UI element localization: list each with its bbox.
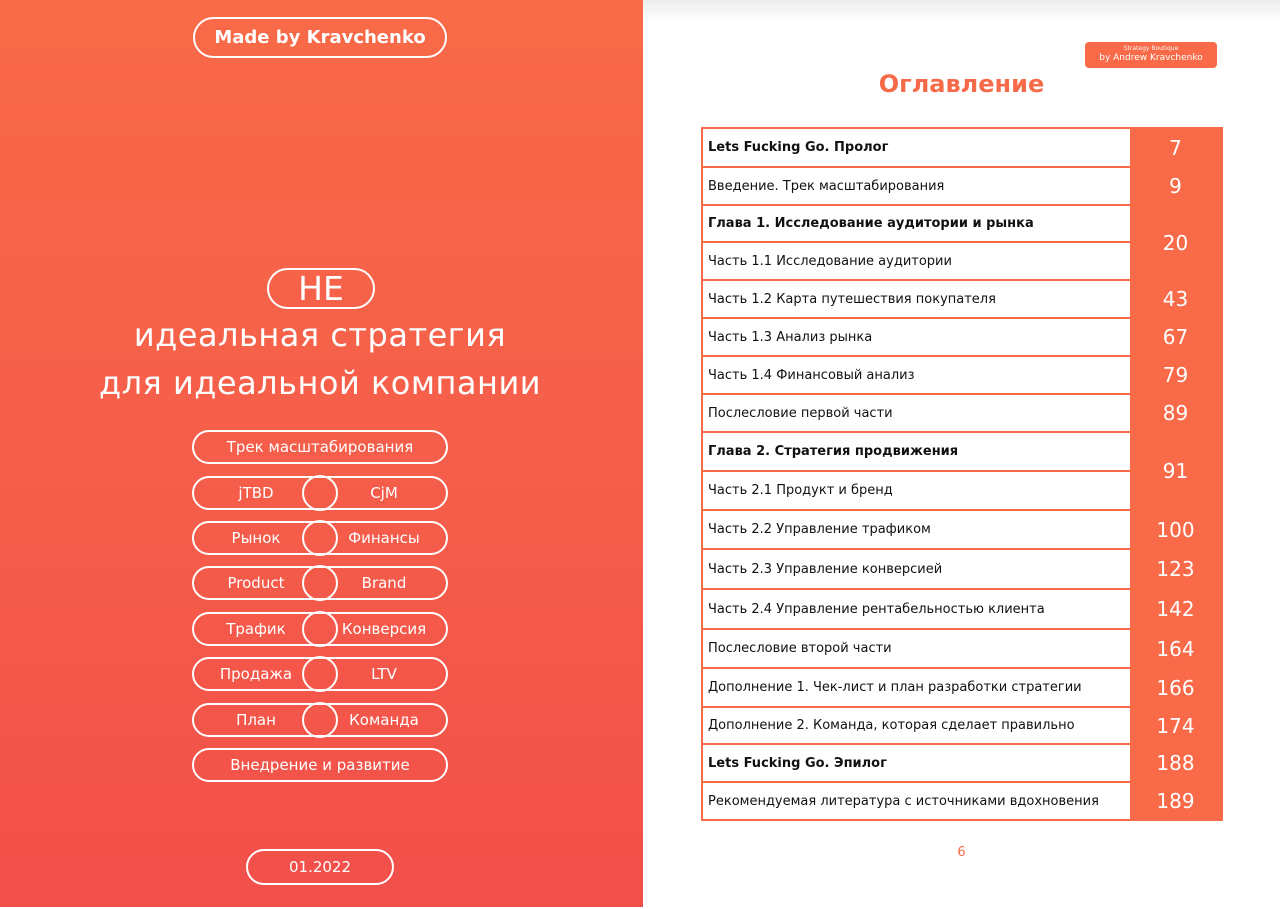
- track-pill-right: Конверсия: [341, 620, 427, 638]
- table-row: [702, 744, 1222, 782]
- track-pill-left: jTBD: [238, 484, 274, 502]
- table-row: [702, 629, 1222, 668]
- table-row: [702, 668, 1222, 707]
- track-pill-right: Brand: [361, 574, 407, 592]
- table-row: [702, 782, 1222, 820]
- toc-entry: Часть 1.1 Исследование аудитории: [702, 242, 1130, 280]
- toc-page: 189: [1130, 782, 1222, 820]
- ne-pill: НЕ: [267, 268, 375, 309]
- badge-title: by Andrew Kravchenko: [1099, 53, 1203, 63]
- track-pill-right: Команда: [349, 711, 419, 729]
- table-row: [702, 707, 1222, 744]
- date-pill: 01.2022: [246, 849, 394, 885]
- toc-entry: Глава 2. Стратегия продвижения: [702, 432, 1130, 471]
- toc-page: 166: [1130, 668, 1222, 707]
- track-pill-top: Трек масштабирования: [192, 430, 448, 464]
- table-row: [702, 394, 1222, 432]
- toc-page: 43: [1130, 280, 1222, 318]
- page-number: 6: [957, 845, 966, 860]
- track-pill-left: Продажа: [219, 665, 293, 683]
- brand-badge: [1085, 42, 1217, 68]
- table-row: [702, 432, 1222, 471]
- table-row: [702, 589, 1222, 629]
- track-pill-pair: [192, 521, 448, 555]
- toc-entry: Часть 2.2 Управление трафиком: [702, 510, 1130, 549]
- contents-table: [701, 127, 1223, 821]
- page-shadow: [643, 0, 1280, 22]
- cover-title-line-2: для идеальной компании: [98, 364, 542, 402]
- toc-page: 164: [1130, 629, 1222, 668]
- toc-page: 89: [1130, 394, 1222, 432]
- track-pill-pair: [192, 703, 448, 737]
- toc-page: 20: [1130, 205, 1222, 280]
- track-pill-pair: [192, 657, 448, 691]
- toc-entry: Рекомендуемая литература с источниками вдохновения: [702, 782, 1130, 820]
- toc-entry: Часть 1.4 Финансовый анализ: [702, 356, 1130, 394]
- toc-page: 174: [1130, 707, 1222, 744]
- track-pill-pair: [192, 612, 448, 646]
- toc-page: 67: [1130, 318, 1222, 356]
- toc-entry: Послесловие второй части: [702, 629, 1130, 668]
- track-pill-right: Финансы: [348, 529, 420, 547]
- toc-entry: Часть 1.2 Карта путешествия покупателя: [702, 280, 1130, 318]
- toc-entry: Lets Fucking Go. Пролог: [702, 128, 1130, 167]
- table-row: [702, 549, 1222, 589]
- table-row: [702, 128, 1222, 167]
- toc-page: 188: [1130, 744, 1222, 782]
- toc-page: 7: [1130, 128, 1222, 167]
- contents-title: Оглавление: [878, 70, 1045, 98]
- table-row: [702, 280, 1222, 318]
- table-row: [702, 356, 1222, 394]
- track-pill-right: CjM: [370, 484, 398, 502]
- track-pill-left: Рынок: [231, 529, 281, 547]
- cover-title-line-1: идеальная стратегия: [133, 316, 507, 354]
- toc-entry: Дополнение 1. Чек-лист и план разработки стратегии: [702, 668, 1130, 707]
- track-pill-pair: [192, 566, 448, 600]
- track-pill-left: Трафик: [226, 620, 286, 638]
- toc-page: 100: [1130, 510, 1222, 549]
- toc-page: 79: [1130, 356, 1222, 394]
- toc-page: 91: [1130, 432, 1222, 510]
- toc-entry: Часть 2.1 Продукт и бренд: [702, 471, 1130, 510]
- toc-entry: Часть 2.3 Управление конверсией: [702, 549, 1130, 589]
- toc-page: 142: [1130, 589, 1222, 629]
- toc-page: 123: [1130, 549, 1222, 589]
- table-row: [702, 510, 1222, 549]
- table-row: [702, 167, 1222, 205]
- badge-subtitle: Strategy Boutique: [1123, 45, 1179, 52]
- table-row: [702, 318, 1222, 356]
- track-pill-bottom: Внедрение и развитие: [192, 748, 448, 782]
- track-pill-left: Product: [227, 574, 285, 592]
- toc-entry: Введение. Трек масштабирования: [702, 167, 1130, 205]
- toc-entry: Lets Fucking Go. Эпилог: [702, 744, 1130, 782]
- brand-pill: Made by Kravchenko: [193, 17, 447, 58]
- track-pill-pair: [192, 476, 448, 510]
- table-row: [702, 205, 1222, 242]
- toc-entry: Дополнение 2. Команда, которая сделает правильно: [702, 707, 1130, 744]
- toc-entry: Глава 1. Исследование аудитории и рынка: [702, 205, 1130, 242]
- contents-page: [643, 0, 1280, 909]
- toc-entry: Часть 1.3 Анализ рынка: [702, 318, 1130, 356]
- toc-entry: Часть 2.4 Управление рентабельностью клиента: [702, 589, 1130, 629]
- track-pill-left: План: [236, 711, 276, 729]
- toc-entry: Послесловие первой части: [702, 394, 1130, 432]
- track-pill-right: LTV: [371, 665, 397, 683]
- toc-page: 9: [1130, 167, 1222, 205]
